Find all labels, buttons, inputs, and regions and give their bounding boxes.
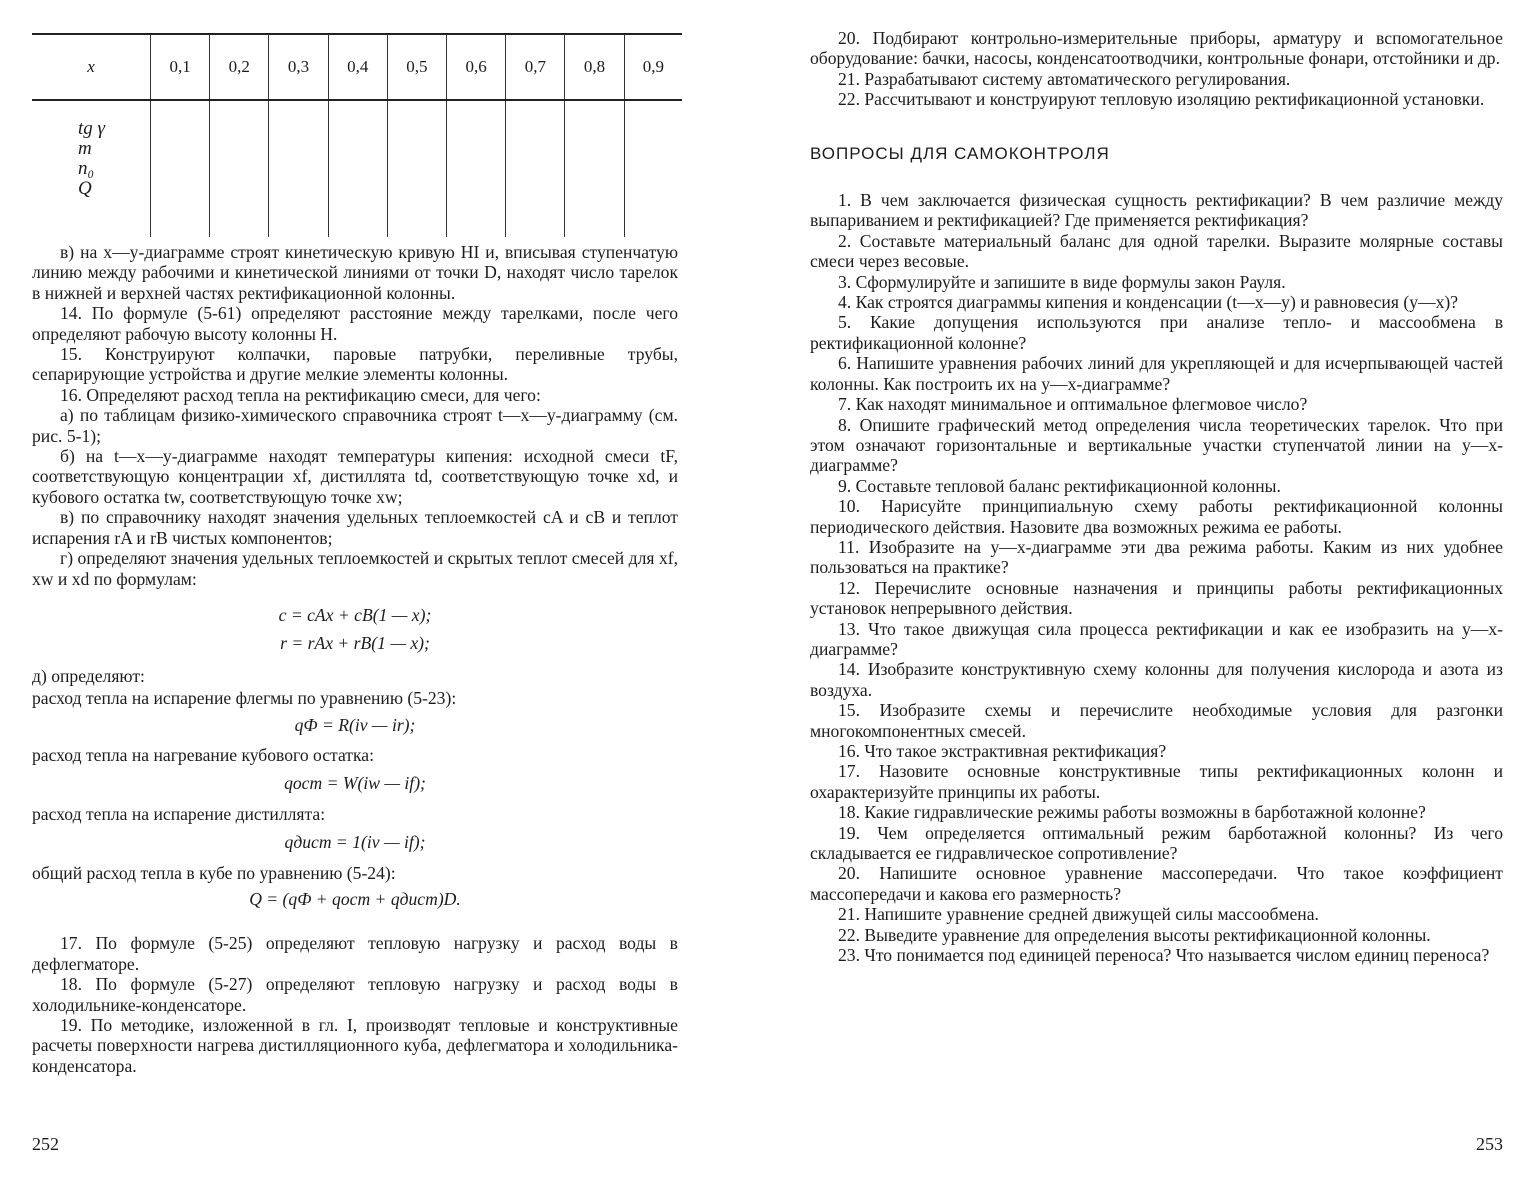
right-body-text [810, 28, 1503, 965]
table-column-header: 0,4 [328, 34, 387, 100]
table-cell [269, 100, 328, 237]
question-item: 6. Напишите уравнения рабочих линий для укрепляющей и для исчерпывающей частей колонны. Как построить их на y—x-диаграмме? [810, 353, 1503, 394]
table-column-header: 0,2 [210, 34, 269, 100]
table-header-row [32, 34, 682, 100]
table-column-header: 0,5 [387, 34, 446, 100]
table-cell [151, 100, 210, 237]
formula: r = rAx + rB(1 — x); [280, 633, 430, 654]
formula: qост = W(iw — if); [284, 773, 426, 794]
paragraph: 18. По формуле (5-27) определяют тепловую нагрузку и расход воды в холодильнике-конденсаторе. [32, 974, 678, 1015]
row-label: m [78, 138, 92, 159]
page-number: 252 [32, 1134, 59, 1154]
table-header-label: x [32, 34, 151, 100]
question-item: 22. Выведите уравнение для определения высоты ректификационной колонны. [838, 924, 1431, 945]
section-title: ВОПРОСЫ ДЛЯ САМОКОНТРОЛЯ [810, 143, 1110, 163]
data-table [32, 33, 682, 237]
row-label: tg γ [78, 118, 106, 139]
paragraph: д) определяют: [32, 665, 145, 686]
question-item: 17. Назовите основные конструктивные типы ректификационных колонн и охарактеризуйте принципы их работы. [810, 761, 1503, 802]
question-item: 23. Что понимается под единицей переноса? Что называется числом единиц переноса? [838, 945, 1490, 966]
formula: c = cAx + cB(1 — x); [278, 604, 432, 625]
paragraph: б) на t—x—y-диаграмме находят температуры кипения: исходной смеси tF, соответствующую концентрации xf, дистиллята td, соответствующую точке xd, и кубового остатка tw, соответствующую точке xw; [32, 446, 678, 507]
formula: qФ = R(iv — ir); [294, 714, 416, 735]
question-item: 12. Перечислите основные назначения и принципы работы ректификационных установок непрерывного действия. [810, 577, 1503, 619]
table-column-header: 0,1 [151, 34, 210, 100]
question-item: 9. Составьте тепловой баланс ректификационной колонны. [838, 475, 1281, 496]
right-page [770, 0, 1540, 1190]
question-item: 1. В чем заключается физическая сущность ректификации? В чем различие между выпариванием и ректификацией? Где применяется ректификация? [810, 190, 1503, 231]
paragraph: 17. По формуле (5-25) определяют тепловую нагрузку и расход воды в дефлегматоре. [32, 933, 678, 974]
question-item: 13. Что такое движущая сила процесса ректификации и как ее изобразить на y—x-диаграмме? [810, 618, 1503, 659]
paragraph: а) по таблицам физико-химического справочника строят t—x—y-диаграмму (см. рис. 5-1); [32, 405, 678, 446]
row-label: Q [78, 178, 92, 199]
table-column-header: 0,8 [565, 34, 624, 100]
question-item: 11. Изобразите на y—x-диаграмме эти два режима работы. Каким из них удобнее пользоваться на практике? [810, 536, 1503, 578]
table-cell [624, 100, 682, 237]
question-item: 19. Чем определяется оптимальный режим барботажной колонны? Из чего складывается ее гидравлическое сопротивление? [810, 822, 1503, 864]
formula: Q = (qФ + qост + qдист)D. [249, 888, 461, 909]
table-cell [447, 100, 506, 237]
table-cell [565, 100, 624, 237]
question-item: 10. Нарисуйте принципиальную схему работы ректификационной колонны периодического действия. Назовите два возможных режима ее работы. [810, 496, 1503, 537]
question-item: 5. Какие допущения используются при анализе тепло- и массообмена в ректификационной колонне? [810, 312, 1503, 353]
question-item: 4. Как строятся диаграммы кипения и конденсации (t—x—y) и равновесия (y—x)? [838, 292, 1459, 313]
formula-label: расход тепла на нагревание кубового остатка: [32, 744, 374, 765]
table-row-labels [32, 100, 151, 237]
paragraph: в) на x—y-диаграмме строят кинетическую кривую HI и, вписывая ступенчатую линию между рабочими и кинетической линиями от точки D, находят число тарелок в нижней и верхней частях ректификационной колонны. [32, 242, 678, 303]
paragraph: 14. По формуле (5-61) определяют расстояние между тарелками, после чего определяют рабочую высоту колонны H. [32, 303, 678, 344]
paragraph: 15. Конструируют колпачки, паровые патрубки, переливные трубы, сепарирующие устройства и другие мелкие элементы колонны. [32, 344, 678, 385]
formula: qдист = 1(iv — if); [284, 832, 426, 853]
table-cell [210, 100, 269, 237]
question-item: 20. Напишите основное уравнение массопередачи. Что такое коэффициент массопередачи и какова его размерность? [810, 863, 1503, 904]
row-label: n₀ [78, 158, 95, 179]
formula-label: расход тепла на испарение флегмы по уравнению (5-23): [32, 688, 457, 709]
paragraph: 21. Разрабатывают систему автоматического регулирования. [838, 68, 1291, 89]
question-item: 2. Составьте материальный баланс для одной тарелки. Выразите молярные составы смеси через весовые. [810, 230, 1503, 272]
table-column-header: 0,9 [624, 34, 682, 100]
table-cell [506, 100, 565, 237]
paragraph: 16. Определяют расход тепла на ректификацию смеси, для чего: [60, 384, 541, 405]
left-body-text [32, 242, 678, 1076]
formula-label: расход тепла на испарение дистиллята: [32, 803, 326, 824]
table-column-header: 0,7 [506, 34, 565, 100]
paragraph: 19. По методике, изложенной в гл. I, производят тепловые и конструктивные расчеты поверхности нагрева дистилляционного куба, дефлегматора и холодильника-конденсатора. [32, 1015, 678, 1076]
table-body-row [32, 100, 682, 237]
question-item: 8. Опишите графический метод определения числа теоретических тарелок. Что при этом означают горизонтальные и вертикальные участки ступенчатой линии на y—x-диаграмме? [810, 414, 1503, 476]
question-item: 21. Напишите уравнение средней движущей силы массообмена. [838, 904, 1319, 925]
table-column-header: 0,3 [269, 34, 328, 100]
table-cell [387, 100, 446, 237]
question-item: 18. Какие гидравлические режимы работы возможны в барботажной колонне? [838, 802, 1426, 823]
question-item: 3. Сформулируйте и запишите в виде формулы закон Рауля. [838, 271, 1286, 292]
paragraph: в) по справочнику находят значения удельных теплоемкостей cA и cB и теплот испарения rA и rB чистых компонентов; [32, 507, 678, 548]
paragraph: г) определяют значения удельных теплоемкостей и скрытых теплот смесей для xf, xw и xd по формулам: [32, 548, 678, 589]
paragraph: 20. Подбирают контрольно-измерительные приборы, арматуру и вспомогательное оборудование: бачки, насосы, конденсатоотводчики, контрольные фонари, отстойники и др. [810, 28, 1503, 69]
table-cell [328, 100, 387, 237]
question-item: 14. Изобразите конструктивную схему колонны для получения кислорода и азота из воздуха. [810, 659, 1503, 700]
question-item: 7. Как находят минимальное и оптимальное флегмовое число? [838, 394, 1308, 415]
table-column-header: 0,6 [447, 34, 506, 100]
question-item: 16. Что такое экстрактивная ректификация? [838, 741, 1167, 761]
question-item: 15. Изобразите схемы и перечислите необходимые условия для разгонки многокомпонентных смесей. [810, 700, 1503, 741]
page-number: 253 [1476, 1134, 1503, 1154]
paragraph: 22. Рассчитывают и конструируют тепловую изоляцию ректификационной установки. [838, 89, 1485, 110]
formula-label: общий расход тепла в кубе по уравнению (5-24): [32, 862, 396, 883]
